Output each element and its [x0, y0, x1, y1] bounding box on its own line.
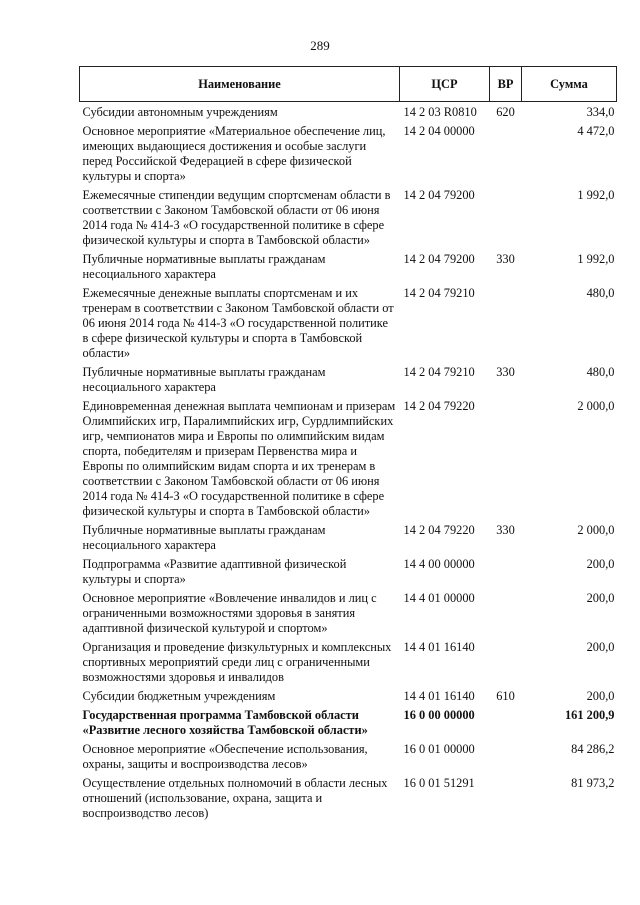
table-row [80, 640, 617, 689]
cell-vr [490, 188, 522, 252]
table-body [80, 102, 617, 826]
cell-name: Публичные нормативные выплаты гражданам несоциального характера [82, 365, 326, 394]
cell-name: Основное мероприятие «Обеспечение использования, охраны, защиты и воспроизводства лесов» [82, 742, 368, 771]
cell-vr [490, 399, 522, 523]
cell-name: Публичные нормативные выплаты гражданам несоциального характера [82, 523, 326, 552]
cell-sum: 1 992,0 [577, 252, 615, 266]
cell-csr: 14 2 04 79200 [403, 188, 475, 202]
cell-sum: 161 200,9 [564, 708, 615, 722]
table-row [80, 188, 617, 252]
cell-csr: 14 2 04 79210 [403, 365, 475, 379]
cell-csr: 14 2 03 R0810 [403, 105, 477, 119]
table-row [80, 286, 617, 365]
cell-csr: 14 2 04 79200 [403, 252, 475, 266]
table-row [80, 399, 617, 523]
cell-sum: 1 992,0 [577, 188, 615, 202]
table-row [80, 689, 617, 708]
budget-table [79, 66, 617, 825]
cell-csr: 14 4 01 16140 [403, 689, 475, 703]
cell-name: Субсидии бюджетным учреждениям [82, 689, 276, 703]
cell-name: Публичные нормативные выплаты гражданам несоциального характера [82, 252, 326, 281]
table-row [80, 591, 617, 640]
cell-sum: 200,0 [586, 689, 615, 703]
cell-csr: 14 2 04 79210 [403, 286, 475, 300]
cell-name: Основное мероприятие «Вовлечение инвалидов и лиц с ограниченными возможностями здоровья в занятия адаптивной физической культурой и спортом» [82, 591, 377, 635]
cell-sum: 2 000,0 [577, 523, 615, 537]
table-row [80, 124, 617, 188]
table-row [80, 742, 617, 776]
cell-name: Ежемесячные стипендии ведущим спортсменам области в соответствии с Законом Тамбовской области от 06 июня 2014 года № 414-З «О государственной политике в сфере физической культуры и спорта в Тамбовской области» [82, 188, 391, 247]
cell-vr [490, 286, 522, 365]
cell-csr: 14 2 04 00000 [403, 124, 475, 138]
cell-name: Организация и проведение физкультурных и комплексных спортивных мероприятий среди лиц с ограниченными возможностями здоровья и инвалидов [82, 640, 392, 684]
cell-sum: 480,0 [586, 286, 615, 300]
table-row [80, 557, 617, 591]
cell-csr: 14 2 04 79220 [403, 399, 475, 413]
cell-sum: 334,0 [586, 105, 615, 119]
cell-vr [490, 557, 522, 591]
cell-vr [490, 124, 522, 188]
cell-vr [490, 742, 522, 776]
cell-csr: 14 2 04 79220 [403, 523, 475, 537]
table-row [80, 776, 617, 825]
cell-vr [490, 708, 522, 742]
cell-csr: 14 4 01 16140 [403, 640, 475, 654]
cell-csr: 16 0 01 51291 [403, 776, 475, 790]
page-number: 289 [310, 38, 330, 53]
cell-name: Ежемесячные денежные выплаты спортсменам и их тренерам в соответствии с Законом Тамбовской области от 06 июня 2014 года № 414-З «О государственной политике в сфере физической культуры и спорта в Тамбовской области» [82, 286, 394, 360]
header-name: Наименование [80, 67, 400, 102]
table-row [80, 708, 617, 742]
table-row [80, 365, 617, 399]
table-header [80, 67, 617, 102]
cell-csr: 16 0 01 00000 [403, 742, 475, 756]
cell-vr: 330 [496, 365, 515, 379]
cell-sum: 200,0 [586, 557, 615, 571]
cell-vr: 330 [496, 523, 515, 537]
table-row [80, 252, 617, 286]
cell-vr [490, 640, 522, 689]
header-row [80, 67, 617, 102]
cell-vr [490, 591, 522, 640]
cell-sum: 81 973,2 [571, 776, 615, 790]
cell-sum: 84 286,2 [571, 742, 615, 756]
cell-name: Подпрограмма «Развитие адаптивной физической культуры и спорта» [82, 557, 347, 586]
cell-csr: 14 4 00 00000 [403, 557, 475, 571]
cell-sum: 4 472,0 [577, 124, 615, 138]
header-csr: ЦСР [400, 67, 490, 102]
cell-vr: 620 [496, 105, 515, 119]
cell-vr [490, 776, 522, 825]
header-vr: ВР [490, 67, 522, 102]
cell-csr: 16 0 00 00000 [403, 708, 475, 722]
cell-sum: 2 000,0 [577, 399, 615, 413]
cell-sum: 200,0 [586, 591, 615, 605]
cell-name: Государственная программа Тамбовской области «Развитие лесного хозяйства Тамбовской области» [82, 708, 368, 737]
table-row [80, 523, 617, 557]
cell-csr: 14 4 01 00000 [403, 591, 475, 605]
cell-vr: 610 [496, 689, 515, 703]
cell-name: Осуществление отдельных полномочий в области лесных отношений (использование, охрана, защита и воспроизводство лесов) [82, 776, 388, 820]
header-sum: Сумма [522, 67, 617, 102]
cell-name: Единовременная денежная выплата чемпионам и призерам Олимпийских игр, Паралимпийских игр, Сурдлимпийских игр, чемпионатов мира и Европы по олимпийским видам спорта, победителям и призерам Первенства мира и Европы по олимпийским видам спорта и их тренерам в соответствии с Законом Тамбовской области от 06 июня 2014 года № 414-З «О государственной политике в сфере физической культуры и спорта в Тамбовской области» [82, 399, 396, 518]
cell-vr: 330 [496, 252, 515, 266]
cell-name: Основное мероприятие «Материальное обеспечение лиц, имеющих выдающиеся достижения и особые заслуги перед Российской Федерацией в сфере физической культуры и спорта» [82, 124, 386, 183]
cell-sum: 480,0 [586, 365, 615, 379]
table-row [80, 102, 617, 125]
cell-sum: 200,0 [586, 640, 615, 654]
cell-name: Субсидии автономным учреждениям [82, 105, 278, 119]
